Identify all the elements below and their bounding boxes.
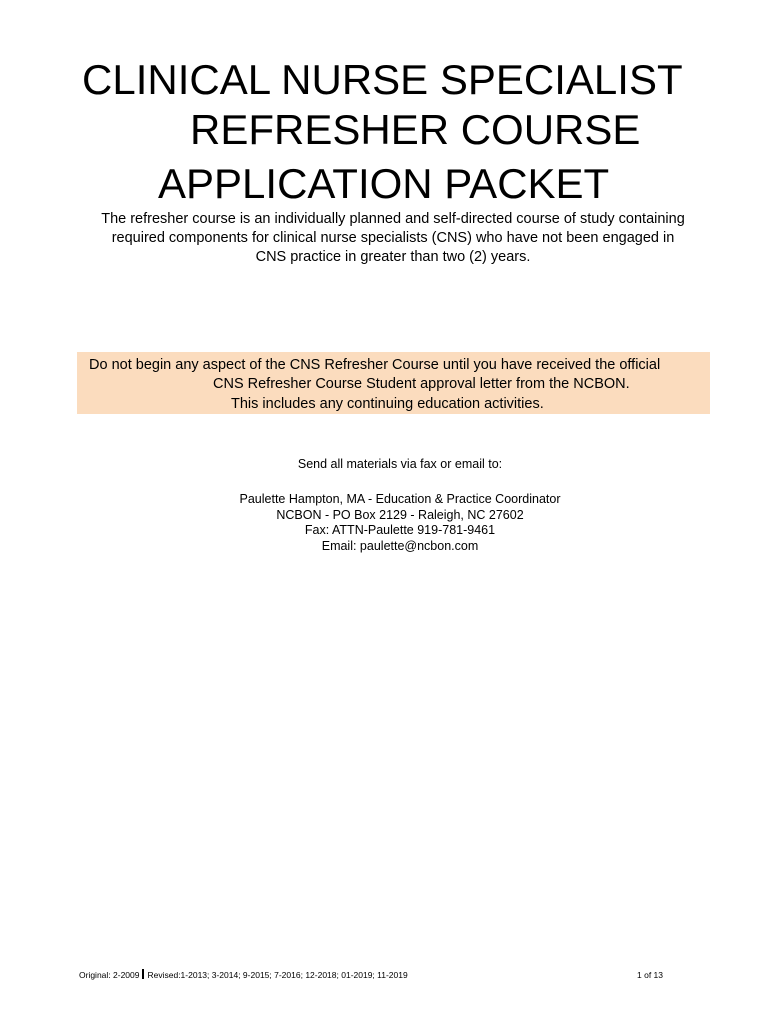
contact-fax: Fax: ATTN-Paulette 919-781-9461: [304, 523, 496, 537]
contact-name: Paulette Hampton, MA - Education & Practice Coordinator: [239, 492, 561, 506]
footer-revision: [79, 969, 408, 981]
intro-paragraph: [60, 210, 726, 267]
title-line-2: REFRESHER COURSE: [190, 106, 641, 153]
notice-line-3: This includes any continuing education activities.: [231, 396, 544, 412]
footer-original: Original: 2-2009: [79, 970, 140, 980]
footer-revised: Revised:1-2013; 3-2014; 9-2015; 7-2016; 12-2018; 01-2019; 11-2019: [147, 970, 408, 980]
title-line-3: APPLICATION PACKET: [158, 160, 610, 207]
notice-box: [77, 352, 710, 414]
intro-line-1: The refresher course is an individually planned and self-directed course of study containing: [101, 211, 685, 227]
contact-email: Email: paulette@ncbon.com: [321, 538, 479, 553]
contact-block: [0, 492, 770, 554]
intro-line-3: CNS practice in greater than two (2) years.: [255, 249, 531, 265]
footer-separator: [142, 969, 144, 979]
notice-line-1: Do not begin any aspect of the CNS Refresher Course until you have received the official: [89, 357, 661, 373]
notice-line-2: CNS Refresher Course Student approval letter from the NCBON.: [213, 376, 630, 392]
title-line-1: CLINICAL NURSE SPECIALIST: [82, 56, 683, 103]
page-number: 1 of 13: [637, 970, 663, 980]
send-materials-label: Send all materials via fax or email to:: [297, 457, 503, 471]
intro-line-2: required components for clinical nurse specialists (CNS) who have not been engaged in: [111, 230, 675, 246]
contact-address: NCBON - PO Box 2129 - Raleigh, NC 27602: [276, 507, 524, 522]
